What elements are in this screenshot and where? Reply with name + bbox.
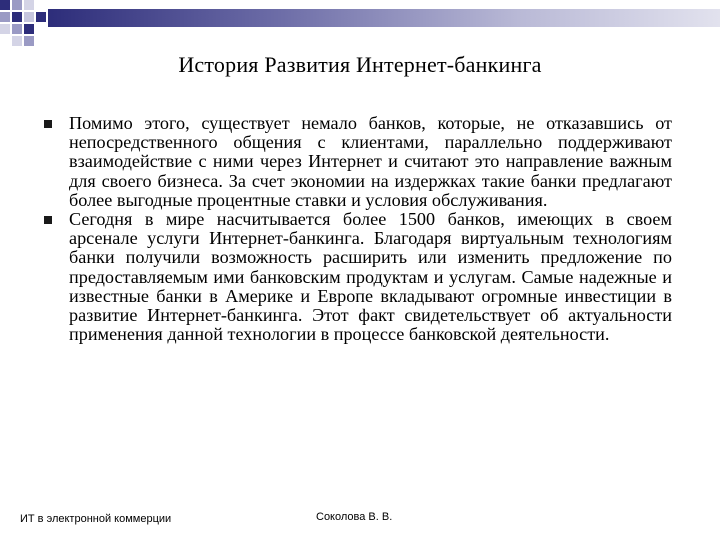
bullet-list [44,114,672,344]
deco-square [0,0,10,10]
deco-square [12,36,22,46]
bullet-item [44,210,672,344]
deco-square [12,24,22,34]
bullet-item [44,114,672,210]
deco-square [24,24,34,34]
footer-author: Соколова В. В. [316,511,393,523]
square-bullet-icon [44,216,52,224]
bullet-text: Помимо этого, существует немало банков, которые, не отказавшись от непосредственного общения с клиентами, параллельно поддерживают взаимодействие с ними через Интернет и считают это направление важным для своего бизнеса. За счет экономии на издержках такие банки предлагают более выгодные процентные ставки и условия обслуживания. [69,113,672,210]
deco-square [36,12,46,22]
footer-course: ИТ в электронной коммерции [20,513,172,525]
deco-square [0,12,10,22]
deco-square [12,0,22,10]
square-bullet-icon [44,120,52,128]
deco-square [24,0,34,10]
deco-square [24,12,34,22]
deco-square [12,12,22,22]
header-gradient-bar [48,9,720,27]
slide-title: История Развития Интернет-банкинга [178,52,542,77]
deco-square [24,36,34,46]
bullet-text: Сегодня в мире насчитывается более 1500 банков, имеющих в своем арсенале услуги Интернет-банкинга. Благодаря виртуальным технологиям банки получили возможность расширить или изменить предложение по предоставляемым ими банковским продуктам и услугам. Самые надежные и известные банки в Америке и Европе вкладывают огромные инвестиции в развитие Интернет-банкинга. Этот факт свидетельствует об актуальности применения данной технологии в процессе банковской деятельности. [69,209,672,345]
deco-square [0,24,10,34]
